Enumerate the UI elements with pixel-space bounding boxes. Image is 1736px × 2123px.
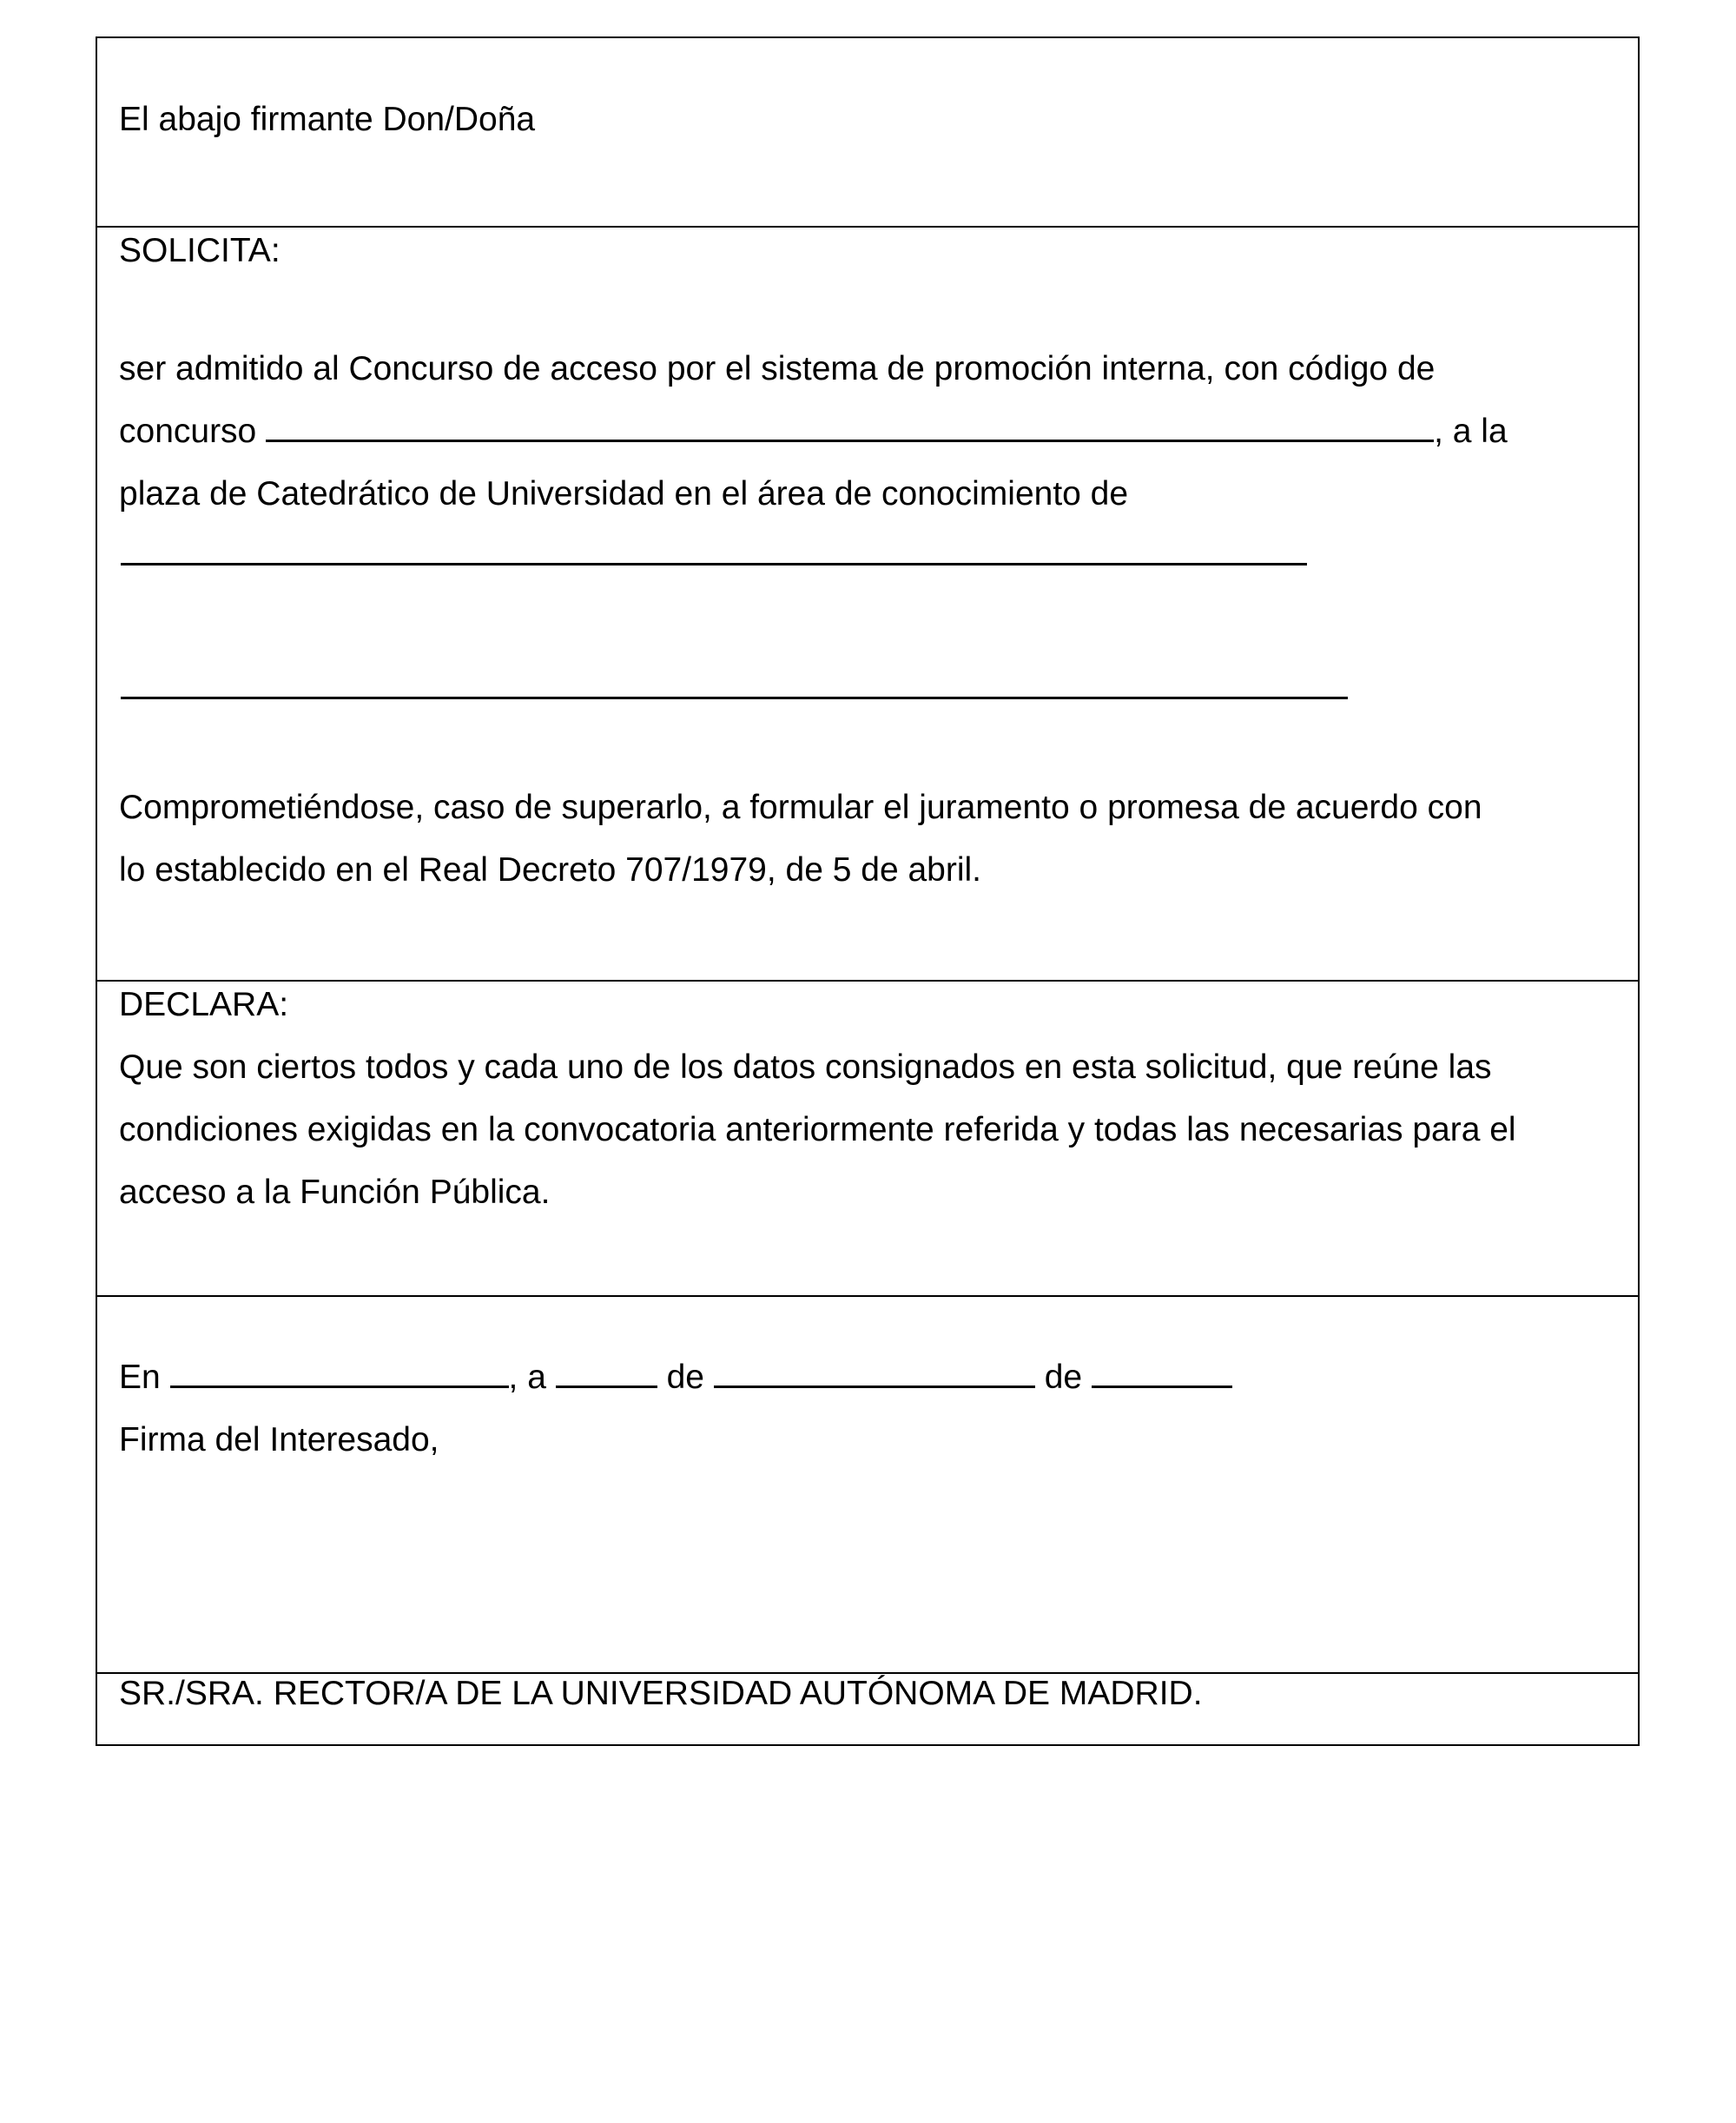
concurso-label: concurso — [119, 413, 257, 450]
declara-line-2: condiciones exigidas en la convocatoria anteriormente referida y todas las necesarias para el — [119, 1111, 1516, 1148]
firmante-section — [97, 38, 1638, 228]
destinatario-text: SR./SRA. RECTOR/A DE LA UNIVERSIDAD AUTÓNOMA DE MADRID. — [119, 1675, 1203, 1712]
declara-heading: DECLARA: — [119, 986, 289, 1023]
de-label-2: de — [1044, 1359, 1083, 1396]
firma-area[interactable] — [119, 1471, 814, 1644]
a-label: , a — [508, 1359, 546, 1396]
declara-line-1: Que son ciertos todos y cada uno de los datos consignados en esta solicitud, que reúne las — [119, 1048, 1492, 1086]
solicita-heading: SOLICITA: — [119, 232, 281, 269]
solicita-line-3: plaza de Catedrático de Universidad en el área de conocimiento de — [119, 475, 1129, 513]
application-form — [96, 36, 1640, 1746]
dia-blank[interactable] — [556, 1359, 657, 1388]
a-la-label: , a la — [1434, 413, 1508, 450]
codigo-concurso-blank[interactable] — [266, 413, 1434, 442]
declara-section — [97, 982, 1638, 1297]
de-label-1: de — [666, 1359, 704, 1396]
destinatario-section — [97, 1674, 1638, 1748]
lugar-blank[interactable] — [170, 1359, 509, 1388]
declara-line-3: acceso a la Función Pública. — [119, 1174, 551, 1211]
mes-blank[interactable] — [714, 1359, 1035, 1388]
solicita-line-2 — [119, 412, 1508, 452]
fecha-firma-section — [97, 1297, 1638, 1674]
area-conocimiento-blank-1[interactable] — [121, 563, 1307, 565]
firmante-label: El abajo firmante Don/Doña — [119, 101, 536, 138]
compromiso-line-2: lo establecido en el Real Decreto 707/1979, de 5 de abril. — [119, 851, 981, 889]
firma-label: Firma del Interesado, — [119, 1421, 439, 1458]
solicita-section — [97, 228, 1638, 982]
en-label: En — [119, 1359, 161, 1396]
area-conocimiento-blank-2[interactable] — [121, 697, 1348, 699]
fecha-line — [119, 1358, 1232, 1398]
compromiso-line-1: Comprometiéndose, caso de superarlo, a formular el juramento o promesa de acuerdo con — [119, 789, 1482, 826]
anio-blank[interactable] — [1092, 1359, 1232, 1388]
solicita-line-1: ser admitido al Concurso de acceso por el sistema de promoción interna, con código de — [119, 350, 1436, 387]
